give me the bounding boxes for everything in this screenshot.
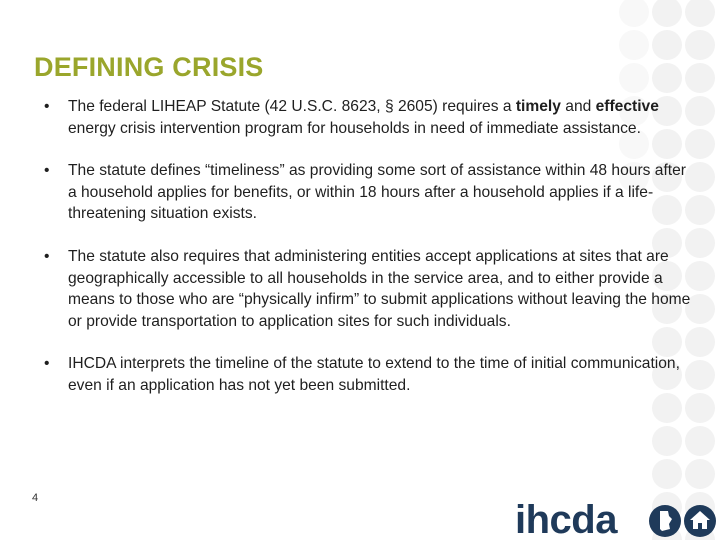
page-number: 4	[32, 492, 39, 504]
decorative-dot	[652, 459, 682, 489]
logo-marks	[648, 502, 718, 542]
slide-title: DEFINING CRISIS	[34, 52, 264, 82]
bullet-item	[44, 246, 694, 332]
decorative-dot	[619, 30, 649, 60]
emphasis-timely: timely	[515, 98, 561, 115]
decorative-dot	[652, 30, 682, 60]
indiana-state-icon	[649, 505, 681, 537]
decorative-dot	[619, 0, 649, 27]
bullet-text: The statute also requires that administering entities accept applications at sites that are geographically accessible to all households in the service area, and to either provide a means to those who are “physically infirm” to submit applications without leaving the home or provide transportation to application sites for such individuals.	[68, 247, 691, 330]
bullet-mark: •	[44, 247, 50, 265]
house-icon	[684, 505, 716, 537]
bullet-text: The federal LIHEAP Statute (42 U.S.C. 8623, § 2605) requires a timely and effective energy crisis intervention program for households in need of immediate assistance.	[68, 98, 659, 137]
decorative-dot	[685, 63, 715, 93]
bullet-mark: •	[44, 98, 50, 115]
ihcda-logo: ihcda	[515, 498, 617, 542]
decorative-dot	[685, 426, 715, 456]
decorative-dot	[685, 30, 715, 60]
decorative-dot	[685, 0, 715, 27]
decorative-dot	[652, 426, 682, 456]
bullet-mark: •	[44, 355, 50, 373]
decorative-dot	[685, 459, 715, 489]
bullet-item	[44, 96, 694, 139]
bullet-item	[44, 353, 694, 396]
decorative-dot	[652, 63, 682, 93]
bullet-list	[44, 96, 694, 418]
bullet-mark: •	[44, 162, 50, 180]
decorative-dot	[619, 63, 649, 93]
emphasis-effective: effective	[595, 98, 659, 115]
bullet-text: IHCDA interprets the timeline of the statute to extend to the time of initial communication, even if an application has not yet been submitted.	[68, 355, 680, 394]
bullet-item	[44, 160, 694, 225]
decorative-dot	[652, 0, 682, 27]
bullet-text: The statute defines “timeliness” as providing some sort of assistance within 48 hours after a household applies for benefits, or within 18 hours after a household applies if a life-threatening situation exists.	[68, 162, 686, 223]
